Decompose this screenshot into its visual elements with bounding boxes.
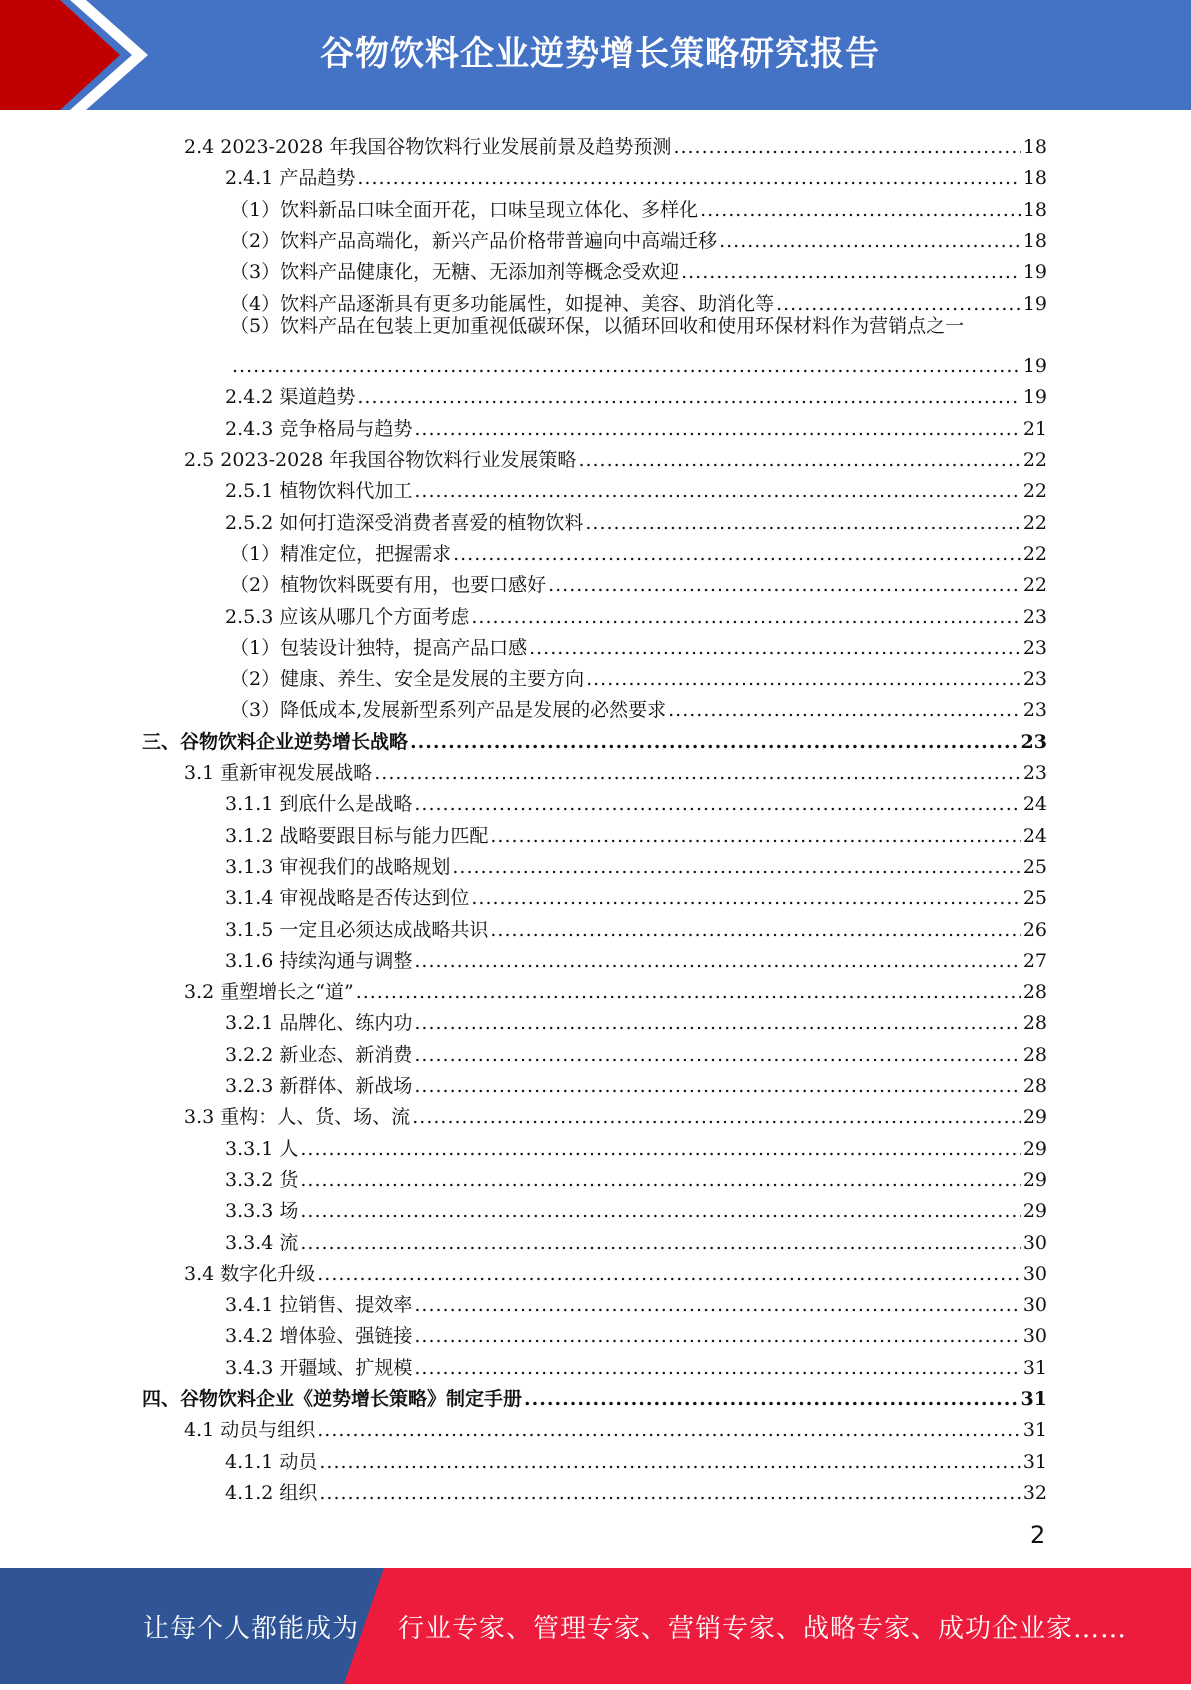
toc-entry-label: 3.4.1 拉销售、提效率 [225, 1294, 413, 1317]
toc-entry-label: （4）饮料产品逐渐具有更多功能属性，如提神、美容、助消化等 [230, 292, 775, 315]
toc-entry-label: （3）降低成本,发展新型系列产品是发展的必然要求 [230, 699, 667, 722]
toc-leader-dots [471, 606, 1020, 628]
toc-entry-page: 28 [1022, 1012, 1047, 1035]
toc-entry[interactable] [225, 816, 1047, 847]
toc-leader-dots [719, 230, 1021, 252]
toc-leader-dots [414, 418, 1020, 440]
toc-entry[interactable] [184, 1097, 1047, 1128]
toc-entry-label: 三、谷物饮料企业逆势增长战略 [142, 730, 409, 753]
toc-entry-label: （2）植物饮料既要有用，也要口感好 [230, 574, 547, 597]
toc-entry-page: 18 [1022, 198, 1047, 221]
toc-leader-dots [414, 950, 1020, 972]
toc-leader-dots [471, 887, 1020, 909]
toc-entry[interactable] [225, 1160, 1047, 1191]
toc-entry-page: 30 [1022, 1231, 1047, 1254]
page-header [0, 0, 1191, 110]
toc-entry-page: 23 [1022, 605, 1047, 628]
toc-entry-page: 18 [1022, 136, 1047, 158]
toc-leader-dots [412, 1106, 1021, 1128]
toc-entry[interactable] [225, 941, 1047, 972]
toc-entry[interactable] [225, 1316, 1047, 1347]
toc-entry[interactable] [230, 690, 1047, 721]
toc-entry-label: 2.5.1 植物饮料代加工 [225, 480, 413, 503]
toc-leader-dots [776, 293, 1021, 315]
toc-entry[interactable] [184, 972, 1047, 1003]
toc-entry-page: 22 [1022, 449, 1047, 471]
toc-entry[interactable] [225, 1003, 1047, 1034]
toc-leader-dots [414, 480, 1020, 502]
page-footer [0, 1568, 1191, 1684]
toc-entry-label: 3.2.1 品牌化、练内功 [225, 1012, 413, 1035]
toc-entry-page: 19 [1022, 261, 1047, 284]
toc-entry-page: 23 [1022, 699, 1047, 722]
toc-entry-label: （1）饮料新品口味全面开花，口味呈现立体化、多样化 [230, 198, 699, 221]
toc-entry-page: 27 [1022, 949, 1047, 972]
toc-leader-dots [700, 199, 1021, 221]
toc-entry[interactable] [230, 284, 1047, 315]
toc-entry-page: 28 [1022, 1075, 1047, 1097]
toc-entry-label: 3.2.2 新业态、新消费 [225, 1043, 413, 1066]
toc-entry-page: 28 [1022, 1043, 1047, 1066]
toc-entry-page: 22 [1022, 574, 1047, 597]
toc-leader-dots [356, 981, 1021, 1003]
toc-entry-label: 3.4.3 开疆域、扩规模 [225, 1356, 413, 1379]
toc-entry-page: 31 [1020, 1388, 1047, 1410]
toc-leader-dots [414, 1075, 1020, 1097]
toc-leader-dots [414, 1325, 1020, 1347]
toc-entry[interactable] [230, 315, 1057, 346]
toc-entry-page: 22 [1022, 511, 1047, 534]
toc-entry-label: 3.4 数字化升级 [184, 1262, 316, 1285]
toc-entry[interactable] [184, 127, 1047, 158]
toc-entry[interactable] [225, 597, 1047, 628]
toc-entry-page: 28 [1022, 981, 1047, 1004]
toc-entry[interactable] [225, 847, 1047, 878]
toc-entry-page: 30 [1022, 1262, 1047, 1285]
toc-entry-label: 3.2.3 新群体、新战场 [225, 1075, 413, 1097]
toc-entry-page: 23 [1020, 730, 1047, 753]
toc-entry-label: 3.3.2 货 [225, 1168, 299, 1191]
toc-entry-page: 29 [1022, 1106, 1047, 1129]
toc-entry[interactable] [184, 753, 1047, 784]
toc-entry-label: 3.4.2 增体验、强链接 [225, 1325, 413, 1348]
toc-entry[interactable] [225, 1473, 1047, 1504]
toc-leader-dots [578, 449, 1020, 471]
toc-leader-dots [453, 543, 1021, 565]
toc-entry-label: 3.1.3 审视我们的战略规划 [225, 855, 451, 878]
toc-entry[interactable] [225, 1285, 1047, 1316]
toc-leader-dots [490, 825, 1020, 847]
toc-entry-label: （5）饮料产品在包装上更加重视低碳环保，以循环回收和使用环保材料作为营销点之一 [230, 314, 965, 337]
toc-leader-dots [300, 1138, 1020, 1160]
toc-entry[interactable] [225, 503, 1047, 534]
toc-entry[interactable] [225, 878, 1047, 909]
toc-entry-label: 3.1.1 到底什么是战略 [225, 793, 413, 816]
toc-entry-page: 23 [1022, 762, 1047, 784]
toc-leader-dots [319, 1451, 1020, 1473]
toc-entry-label: 3.1.4 审视战略是否传达到位 [225, 887, 470, 910]
toc-entry-label: 2.4.1 产品趋势 [225, 167, 356, 190]
toc-entry-page: 31 [1022, 1356, 1047, 1379]
toc-entry-page: 18 [1022, 167, 1047, 190]
toc-leader-dots [317, 1419, 1021, 1441]
toc-entry-label: 2.4 2023-2028 年我国谷物饮料行业发展前景及趋势预测 [184, 136, 672, 158]
toc-entry-label: （1）精准定位，把握需求 [230, 542, 452, 565]
toc-entry-page: 30 [1022, 1294, 1047, 1317]
toc-leader-dots [524, 1388, 1019, 1410]
toc-leader-dots [232, 355, 1021, 377]
toc-entry-label: 2.4.3 竞争格局与趋势 [225, 417, 413, 440]
toc-entry-label: 4.1 动员与组织 [184, 1419, 316, 1442]
toc-leader-dots [681, 261, 1021, 283]
toc-entry-page: 18 [1022, 229, 1047, 252]
toc-entry-label: 2.5 2023-2028 年我国谷物饮料行业发展策略 [184, 449, 577, 471]
toc-entry-label: 3.1.6 持续沟通与调整 [225, 949, 413, 972]
toc-entry[interactable] [225, 1035, 1047, 1066]
toc-entry[interactable] [184, 1410, 1047, 1441]
toc-entry-continuation[interactable] [230, 346, 1047, 377]
toc-entry[interactable] [225, 158, 1047, 189]
toc-leader-dots [414, 1357, 1020, 1379]
toc-entry[interactable] [184, 440, 1047, 471]
toc-entry-page: 31 [1022, 1419, 1047, 1442]
toc-entry-page: 30 [1022, 1325, 1047, 1348]
toc-chapter-entry[interactable] [142, 1379, 1047, 1410]
toc-leader-dots [414, 1294, 1020, 1316]
toc-entry[interactable] [184, 1254, 1047, 1285]
toc-entry[interactable] [225, 409, 1047, 440]
toc-entry-label: 2.5.3 应该从哪几个方面考虑 [225, 605, 470, 628]
toc-entry[interactable] [225, 377, 1047, 408]
toc-entry-label: （3）饮料产品健康化，无糖、无添加剂等概念受欢迎 [230, 261, 680, 284]
footer-slogan-right: 行业专家、管理专家、营销专家、战略专家、成功企业家…… [398, 1614, 1128, 1644]
toc-leader-dots [410, 731, 1019, 753]
toc-entry-page: 23 [1022, 636, 1047, 659]
toc-entry[interactable] [225, 1348, 1047, 1379]
footer-slogan-left: 让每个人都能成为 [143, 1614, 360, 1644]
toc-entry-page: 26 [1022, 918, 1047, 941]
toc-entry-label: 3.3.1 人 [225, 1137, 299, 1160]
toc-entry-page: 19 [1022, 355, 1047, 378]
toc-entry[interactable] [230, 252, 1047, 283]
toc-leader-dots [357, 167, 1020, 189]
toc-entry[interactable] [230, 221, 1047, 252]
toc-leader-dots [585, 512, 1020, 534]
document-title: 谷物饮料企业逆势增长策略研究报告 [320, 34, 880, 74]
toc-entry-label: 3.3.4 流 [225, 1231, 299, 1254]
toc-entry[interactable] [230, 659, 1047, 690]
toc-entry-page: 25 [1022, 855, 1047, 878]
toc-entry-label: 3.1.2 战略要跟目标与能力匹配 [225, 824, 489, 847]
toc-leader-dots [300, 1200, 1020, 1222]
page-number: 2 [1030, 1521, 1046, 1549]
toc-leader-dots [668, 699, 1021, 721]
toc-entry-page: 29 [1022, 1137, 1047, 1160]
toc-entry-label: 4.1.2 组织 [225, 1481, 318, 1504]
toc-entry-label: 四、谷物饮料企业《逆势增长策略》制定手册 [142, 1388, 523, 1410]
toc-entry[interactable] [225, 1442, 1047, 1473]
toc-entry[interactable] [225, 1066, 1047, 1097]
toc-entry-page: 29 [1022, 1200, 1047, 1223]
toc-entry-label: （2）饮料产品高端化，新兴产品价格带普遍向中高端迁移 [230, 229, 718, 252]
toc-entry-page: 31 [1022, 1450, 1047, 1473]
toc-entry-label: 2.5.2 如何打造深受消费者喜爱的植物饮料 [225, 511, 584, 534]
toc-entry[interactable] [225, 784, 1047, 815]
toc-entry[interactable] [230, 628, 1047, 659]
toc-entry[interactable] [225, 471, 1047, 502]
toc-leader-dots [586, 668, 1021, 690]
toc-leader-dots [374, 762, 1021, 784]
toc-entry-label: 3.1.5 一定且必须达成战略共识 [225, 918, 489, 941]
toc-entry-label: 4.1.1 动员 [225, 1450, 318, 1473]
toc-entry[interactable] [225, 910, 1047, 941]
toc-entry[interactable] [230, 534, 1047, 565]
toc-entry-page: 22 [1022, 480, 1047, 503]
toc-entry-page: 32 [1022, 1481, 1047, 1504]
toc-entry-page: 25 [1022, 887, 1047, 910]
toc-leader-dots [300, 1232, 1020, 1254]
toc-leader-dots [452, 856, 1020, 878]
toc-entry[interactable] [230, 190, 1047, 221]
toc-leader-dots [414, 793, 1020, 815]
toc-entry[interactable] [230, 565, 1047, 596]
toc-leader-dots [414, 1012, 1020, 1034]
toc-leader-dots [548, 574, 1021, 596]
toc-entry-label: 3.1 重新审视发展战略 [184, 762, 373, 784]
toc-leader-dots [357, 386, 1020, 408]
toc-leader-dots [317, 1263, 1021, 1285]
toc-entry-page: 19 [1022, 386, 1047, 409]
toc-entry-label: （2）健康、养生、安全是发展的主要方向 [230, 668, 585, 691]
toc-entry-label: 3.3.3 场 [225, 1200, 299, 1223]
toc-leader-dots [414, 1044, 1020, 1066]
toc-entry-page: 23 [1022, 668, 1047, 691]
toc-leader-dots [319, 1482, 1020, 1504]
toc-leader-dots [673, 136, 1020, 158]
toc-leader-dots [300, 1169, 1020, 1191]
toc-entry[interactable] [225, 1191, 1047, 1222]
toc-entry-page: 21 [1022, 417, 1047, 440]
toc-entry-page: 29 [1022, 1168, 1047, 1191]
toc-entry-label: （1）包装设计独特，提高产品口感 [230, 636, 528, 659]
toc-leader-dots [529, 637, 1021, 659]
toc-entry-page: 22 [1022, 542, 1047, 565]
toc-entry-label: 3.3 重构：人、货、场、流 [184, 1106, 411, 1129]
toc-entry-page: 19 [1022, 292, 1047, 315]
toc-entry-label: 3.2 重塑增长之“道” [184, 981, 354, 1004]
toc-entry[interactable] [225, 1223, 1047, 1254]
toc-entry[interactable] [225, 1129, 1047, 1160]
toc-entry-label: 2.4.2 渠道趋势 [225, 386, 356, 409]
toc-entry-page: 24 [1022, 793, 1047, 816]
toc-entry-page: 24 [1022, 824, 1047, 847]
toc-leader-dots [490, 919, 1020, 941]
toc-chapter-entry[interactable] [142, 722, 1047, 753]
